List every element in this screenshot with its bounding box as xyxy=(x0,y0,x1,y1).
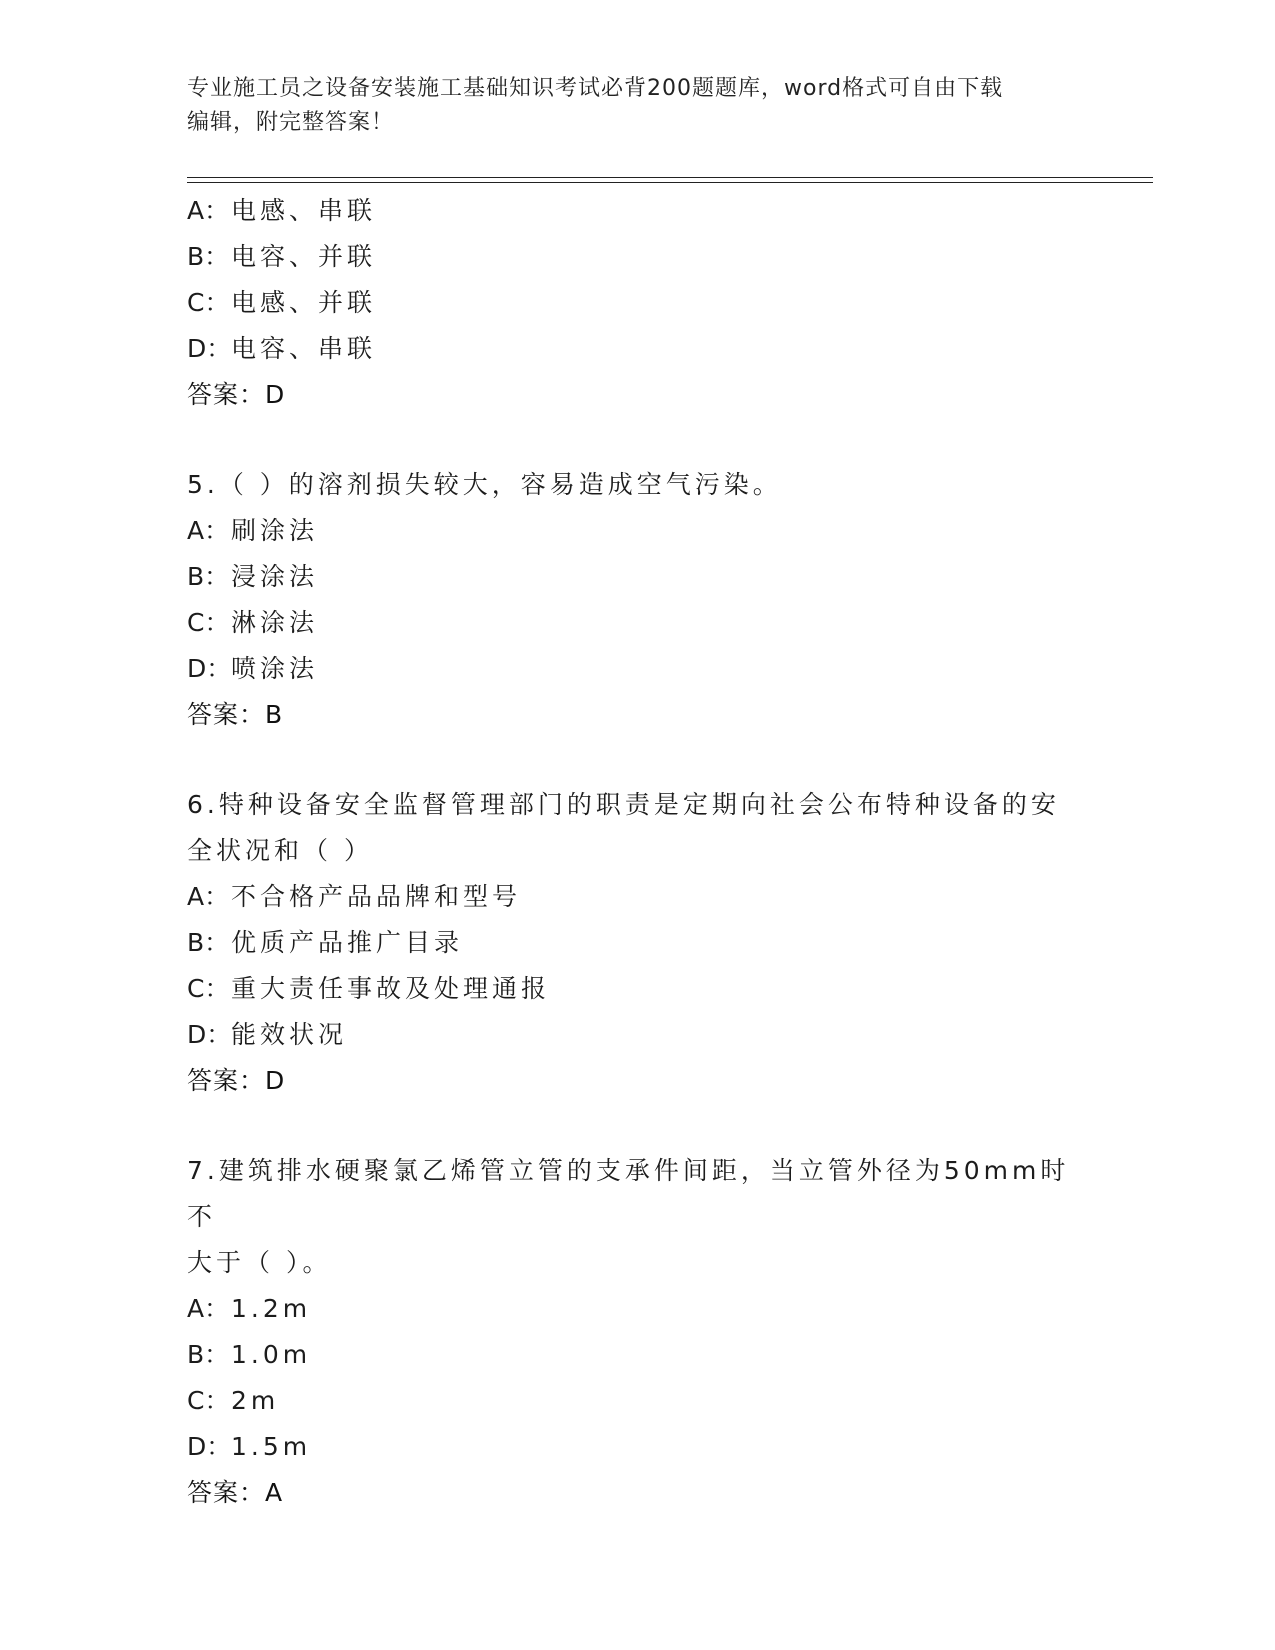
option-key: A： xyxy=(187,1294,230,1323)
option-key: C： xyxy=(187,288,230,317)
option-key: D： xyxy=(187,334,232,363)
option-a xyxy=(187,508,1087,554)
option-key: C： xyxy=(187,1386,230,1415)
option-text: 淋涂法 xyxy=(231,608,319,637)
option-b xyxy=(187,554,1087,600)
option-text: 1.0m xyxy=(231,1340,312,1369)
answer-line: 答案：D xyxy=(187,380,286,409)
option-text: 1.5m xyxy=(231,1432,312,1461)
question-stem-line-2: 大于（ ）。 xyxy=(187,1248,332,1277)
option-text: 电感、并联 xyxy=(231,288,377,317)
option-key: A： xyxy=(187,882,230,911)
option-text: 刷涂法 xyxy=(231,516,319,545)
option-text: 电容、并联 xyxy=(231,242,377,271)
answer-line: 答案：B xyxy=(187,700,284,729)
option-d xyxy=(187,326,1087,372)
option-a xyxy=(187,874,1087,920)
option-text: 1.2m xyxy=(231,1294,312,1323)
option-key: D： xyxy=(187,1432,232,1461)
question-list xyxy=(187,188,1087,1516)
question-block-4 xyxy=(187,188,1087,418)
option-key: B： xyxy=(187,1340,230,1369)
option-key: B： xyxy=(187,242,230,271)
option-text: 优质产品推广目录 xyxy=(231,928,464,957)
option-text: 浸涂法 xyxy=(231,562,319,591)
option-d xyxy=(187,646,1087,692)
option-key: A： xyxy=(187,196,230,225)
question-stem: 5.（ ）的溶剂损失较大，容易造成空气污染。 xyxy=(187,470,782,499)
option-d xyxy=(187,1012,1087,1058)
header-line-2: 编辑，附完整答案！ xyxy=(187,110,395,135)
question-stem-line-1: 6.特种设备安全监督管理部门的职责是定期向社会公布特种设备的安 xyxy=(187,790,1060,819)
option-text: 2m xyxy=(231,1386,280,1415)
question-stem-line-2: 全状况和（ ） xyxy=(187,836,373,865)
option-key: B： xyxy=(187,928,230,957)
header-line-1: 专业施工员之设备安装施工基础知识考试必背200题题库，word格式可自由下载 xyxy=(187,76,1004,101)
option-text: 不合格产品品牌和型号 xyxy=(231,882,522,911)
question-block-7 xyxy=(187,1148,1087,1516)
option-d xyxy=(187,1424,1087,1470)
option-text: 电感、串联 xyxy=(231,196,377,225)
option-b xyxy=(187,234,1087,280)
option-b xyxy=(187,920,1087,966)
option-text: 电容、串联 xyxy=(231,334,377,363)
option-c xyxy=(187,280,1087,326)
option-c xyxy=(187,966,1087,1012)
question-block-6 xyxy=(187,782,1087,1104)
option-key: C： xyxy=(187,974,230,1003)
option-c xyxy=(187,600,1087,646)
document-header xyxy=(187,72,1067,140)
option-a xyxy=(187,1286,1087,1332)
question-stem-line-1: 7.建筑排水硬聚氯乙烯管立管的支承件间距，当立管外径为50mm时不 xyxy=(187,1156,1070,1231)
option-key: D： xyxy=(187,1020,232,1049)
question-block-5 xyxy=(187,462,1087,738)
option-text: 能效状况 xyxy=(231,1020,348,1049)
answer-line: 答案：D xyxy=(187,1066,286,1095)
option-key: A： xyxy=(187,516,230,545)
option-b xyxy=(187,1332,1087,1378)
option-key: B： xyxy=(187,562,230,591)
option-key: D： xyxy=(187,654,232,683)
header-divider-top xyxy=(187,177,1153,178)
option-a xyxy=(187,188,1087,234)
option-text: 喷涂法 xyxy=(231,654,319,683)
answer-line: 答案：A xyxy=(187,1478,284,1507)
header-divider-bottom xyxy=(187,182,1153,183)
option-key: C： xyxy=(187,608,230,637)
option-text: 重大责任事故及处理通报 xyxy=(231,974,551,1003)
option-c xyxy=(187,1378,1087,1424)
